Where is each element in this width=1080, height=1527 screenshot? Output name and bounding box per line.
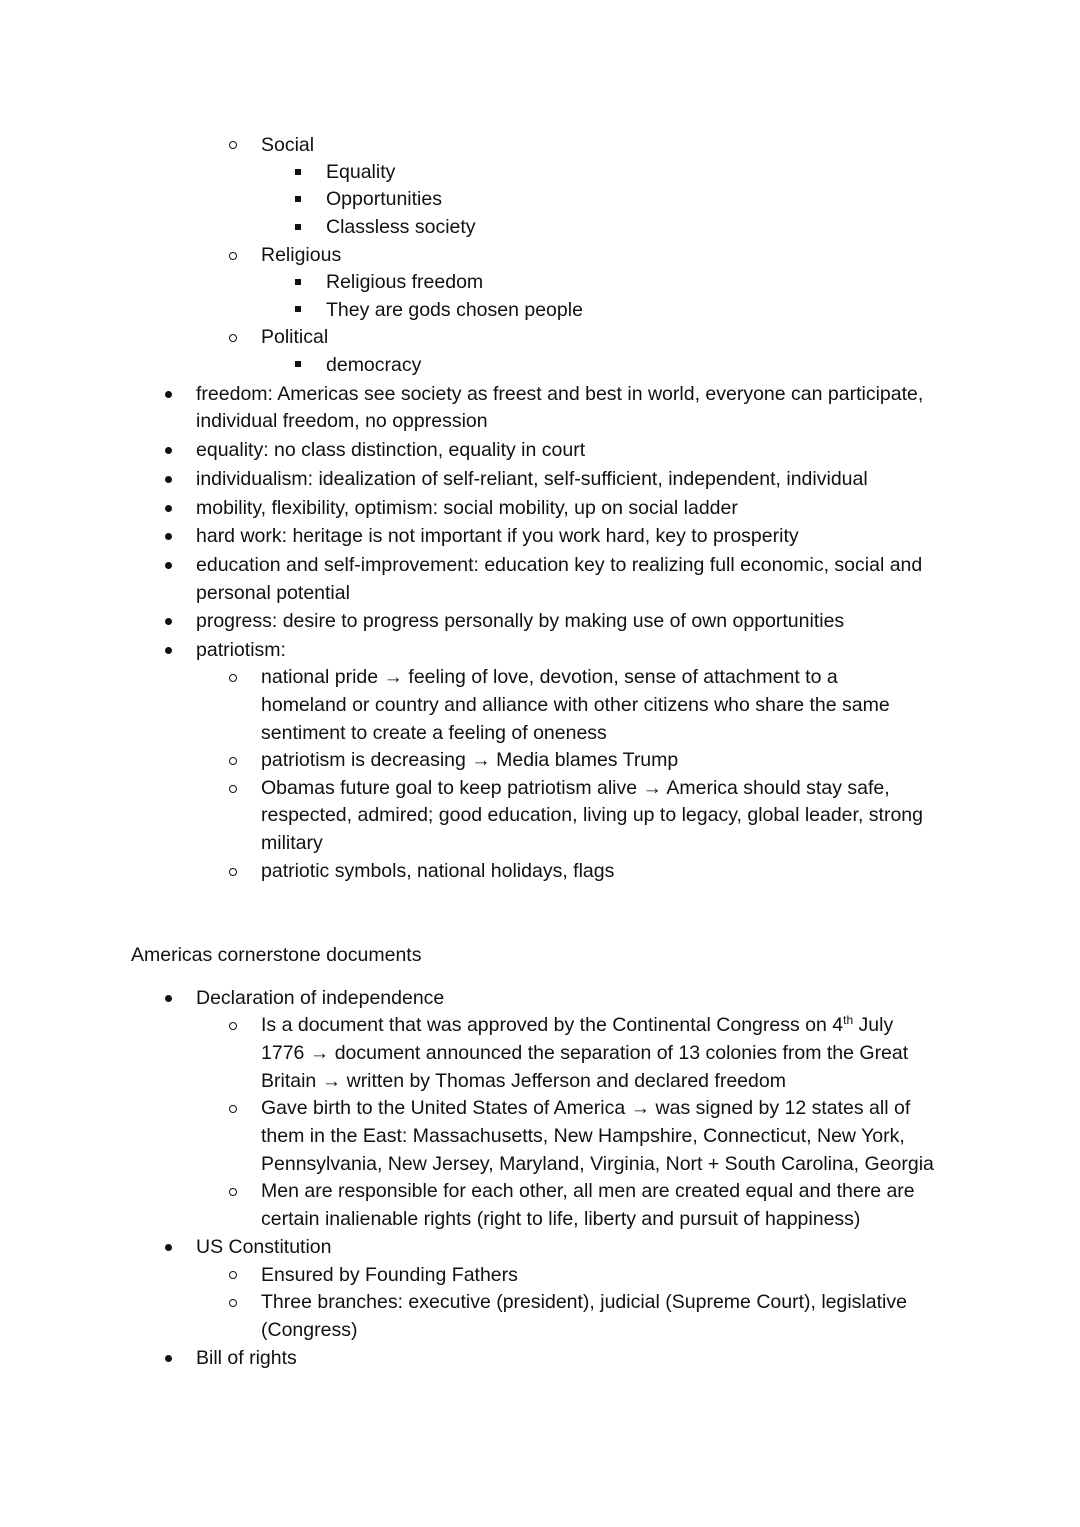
bullet-icon (165, 391, 172, 398)
bullet-icon (165, 1244, 172, 1251)
list-item: Men are responsible for each other, all men are created equal and there are (261, 1180, 915, 1202)
ring-bullet-icon (229, 868, 237, 876)
ring-bullet-icon (229, 1022, 237, 1030)
list-item: education and self-improvement: education key to realizing full economic, social and (196, 554, 923, 576)
ring-bullet-icon (229, 757, 237, 765)
list-item-continuation: (Congress) (261, 1319, 358, 1341)
list-item-continuation: 1776 → document announced the separation of 13 colonies from the Great (261, 1042, 909, 1064)
square-bullet-icon (295, 196, 301, 202)
section-heading: Americas cornerstone documents (131, 944, 422, 966)
list-item: patriotism is decreasing → Media blames Trump (261, 749, 679, 771)
ring-bullet-icon (229, 141, 237, 149)
ring-bullet-icon (229, 252, 237, 260)
list-item: progress: desire to progress personally by making use of own opportunities (196, 610, 845, 632)
square-bullet-icon (295, 279, 301, 285)
ring-bullet-icon (229, 674, 237, 682)
bullet-icon (165, 647, 172, 654)
bullet-icon (165, 1355, 172, 1362)
list-item: They are gods chosen people (326, 299, 583, 321)
list-item: Opportunities (326, 188, 442, 210)
text-segment: July (853, 1014, 894, 1036)
list-item-continuation: certain inalienable rights (right to life, liberty and pursuit of happiness) (261, 1208, 861, 1230)
text-segment: Is a document that was approved by the Continental Congress on 4 (261, 1014, 844, 1036)
list-item-continuation: homeland or country and alliance with other citizens who share the same (261, 694, 890, 716)
list-item: freedom: Americas see society as freest and best in world, everyone can participate, (196, 383, 924, 405)
list-item: Ensured by Founding Fathers (261, 1264, 518, 1286)
square-bullet-icon (295, 224, 301, 230)
ring-bullet-icon (229, 1299, 237, 1307)
superscript: th (843, 1013, 854, 1027)
list-item: national pride → feeling of love, devotion, sense of attachment to a (261, 666, 838, 688)
list-item: US Constitution (196, 1236, 332, 1258)
bullet-icon (165, 533, 172, 540)
list-item: Religious freedom (326, 271, 484, 293)
square-bullet-icon (295, 361, 301, 367)
bullet-icon (165, 995, 172, 1002)
political-heading: Political (261, 326, 329, 348)
ring-bullet-icon (229, 334, 237, 342)
bullet-icon (165, 562, 172, 569)
bullet-icon (165, 618, 172, 625)
list-item: Three branches: executive (president), judicial (Supreme Court), legislative (261, 1291, 907, 1313)
social-heading: Social (261, 134, 315, 156)
list-item: Equality (326, 161, 396, 183)
list-item-continuation: sentiment to create a feeling of oneness (261, 722, 607, 744)
religious-heading: Religious (261, 244, 342, 266)
list-item-continuation: them in the East: Massachusetts, New Hampshire, Connecticut, New York, (261, 1125, 905, 1147)
list-item-continuation: Britain → written by Thomas Jefferson and declared freedom (261, 1070, 786, 1092)
list-item: Declaration of independence (196, 987, 445, 1009)
list-item-continuation: respected, admired; good education, living up to legacy, global leader, strong (261, 804, 923, 826)
list-item: Classless society (326, 216, 476, 238)
bullet-icon (165, 505, 172, 512)
list-item: mobility, flexibility, optimism: social mobility, up on social ladder (196, 497, 738, 519)
list-item: Gave birth to the United States of America → was signed by 12 states all of (261, 1097, 911, 1119)
ring-bullet-icon (229, 785, 237, 793)
list-item (261, 1011, 893, 1039)
list-item-continuation: military (261, 832, 323, 854)
list-item: hard work: heritage is not important if you work hard, key to prosperity (196, 525, 799, 547)
list-item: patriotism: (196, 639, 286, 661)
bullet-icon (165, 447, 172, 454)
bullet-icon (165, 476, 172, 483)
ring-bullet-icon (229, 1188, 237, 1196)
list-item: individualism: idealization of self-reliant, self-sufficient, independent, individual (196, 468, 868, 490)
ring-bullet-icon (229, 1271, 237, 1279)
list-item: Bill of rights (196, 1347, 297, 1369)
list-item: Obamas future goal to keep patriotism alive → America should stay safe, (261, 777, 890, 799)
list-item: patriotic symbols, national holidays, flags (261, 860, 615, 882)
list-item-continuation: personal potential (196, 582, 350, 604)
ring-bullet-icon (229, 1105, 237, 1113)
list-item-continuation: Pennsylvania, New Jersey, Maryland, Virginia, Nort + South Carolina, Georgia (261, 1153, 934, 1175)
list-item: democracy (326, 354, 422, 376)
list-item-continuation: individual freedom, no oppression (196, 410, 488, 432)
square-bullet-icon (295, 306, 301, 312)
list-item: equality: no class distinction, equality in court (196, 439, 586, 461)
square-bullet-icon (295, 169, 301, 175)
